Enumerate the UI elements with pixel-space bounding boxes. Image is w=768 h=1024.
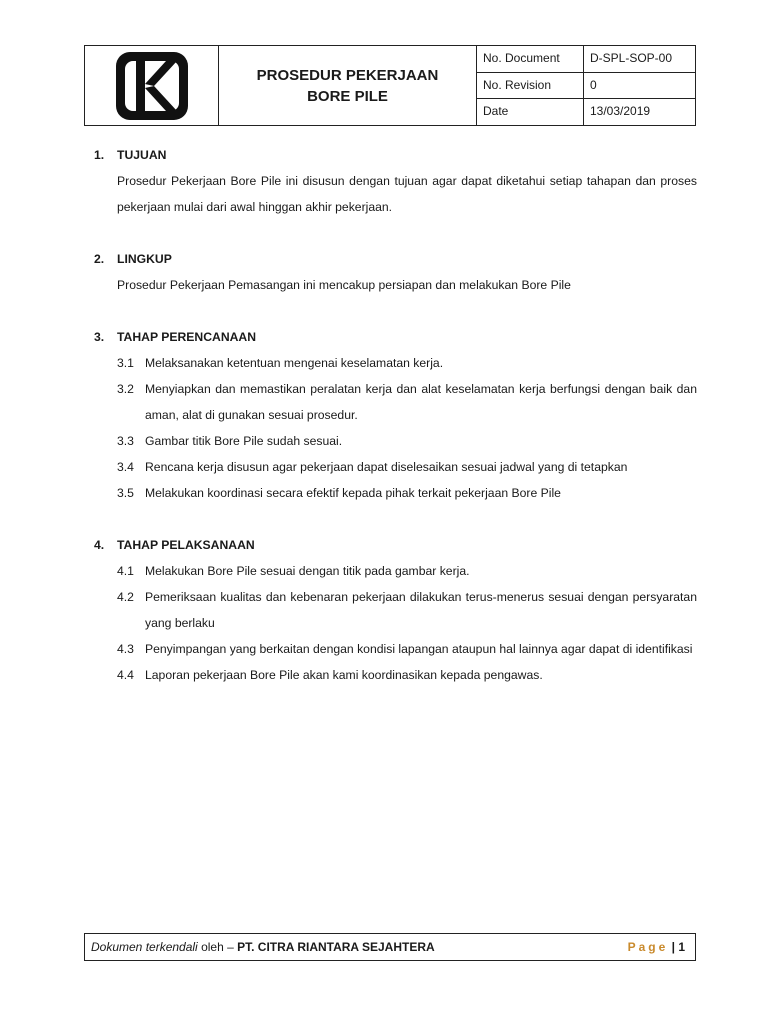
title-line-2: BORE PILE: [307, 87, 388, 105]
meta-value: 0: [590, 77, 597, 92]
list-item: [117, 636, 697, 662]
document-footer: [84, 933, 696, 961]
footer-page-label: Page: [627, 940, 669, 954]
section-tahap-pelaksanaan: [94, 532, 697, 688]
list-item: [117, 376, 697, 428]
section-heading: [94, 246, 697, 272]
section-heading: [94, 324, 697, 350]
item-text: Melaksanakan ketentuan mengenai keselamatan kerja.: [145, 356, 444, 370]
meta-label: Date: [477, 99, 584, 125]
item-number: 3.5: [117, 486, 134, 500]
footer-page-indicator: [628, 940, 685, 954]
section-paragraph: Prosedur Pekerjaan Pemasangan ini mencakup persiapan dan melakukan Bore Pile: [117, 278, 571, 292]
footer-controlled-label: Dokumen terkendali: [91, 940, 198, 954]
item-number: 3.4: [117, 460, 134, 474]
section-number: 3.: [94, 330, 105, 344]
document-title: [219, 46, 477, 125]
section-heading: [94, 142, 697, 168]
item-number: 4.4: [117, 668, 134, 682]
item-number: 4.3: [117, 642, 134, 656]
meta-row-date: [477, 99, 695, 125]
meta-label: No. Document: [477, 46, 584, 72]
footer-control-note: [91, 940, 435, 954]
list-item: [117, 662, 697, 688]
logo-mark-icon: [114, 50, 190, 122]
item-text: Melakukan Bore Pile sesuai dengan titik pada gambar kerja.: [145, 564, 470, 578]
section-number: 2.: [94, 252, 105, 266]
list-item: [117, 428, 697, 454]
title-line-1: PROSEDUR PEKERJAAN: [256, 66, 439, 84]
list-item: [117, 558, 697, 584]
item-text: Penyimpangan yang berkaitan dengan kondisi lapangan ataupun hal lainnya agar dapat di identifikasi: [145, 642, 693, 656]
section-tahap-perencanaan: [94, 324, 697, 506]
item-text: Melakukan koordinasi secara efektif kepada pihak terkait pekerjaan Bore Pile: [145, 486, 561, 500]
meta-value: 13/03/2019: [590, 104, 651, 119]
item-number: 4.2: [117, 590, 134, 604]
company-logo: [85, 46, 219, 125]
footer-page-separator: |: [671, 940, 675, 954]
item-number: 3.3: [117, 434, 134, 448]
item-number: 4.1: [117, 564, 134, 578]
list-item: [117, 480, 697, 506]
list-item: [117, 584, 697, 636]
item-text: Gambar titik Bore Pile sudah sesuai.: [145, 434, 343, 448]
item-number: 3.1: [117, 356, 134, 370]
item-text: Laporan pekerjaan Bore Pile akan kami koordinasikan kepada pengawas.: [145, 668, 543, 682]
meta-row-revision: [477, 73, 695, 100]
section-tujuan: [94, 142, 697, 220]
section-lingkup: [94, 246, 697, 298]
document-body: [94, 142, 697, 714]
meta-value: D-SPL-SOP-00: [590, 51, 673, 65]
section-title: LINGKUP: [117, 252, 172, 266]
document-meta-table: [477, 46, 695, 125]
section-heading: [94, 532, 697, 558]
section-title: TUJUAN: [117, 148, 167, 162]
section-title: TAHAP PERENCANAAN: [117, 330, 257, 344]
section-title: TAHAP PELAKSANAAN: [117, 538, 255, 552]
footer-by: oleh –: [197, 940, 238, 954]
item-text: Menyiapkan dan memastikan peralatan kerja dan alat keselamatan kerja berfungsi dengan baik dan aman, alat di gunakan sesuai prosedur.: [145, 382, 697, 422]
meta-label: No. Revision: [477, 73, 584, 99]
item-text: Rencana kerja disusun agar pekerjaan dapat diselesaikan sesuai jadwal yang di tetapkan: [145, 460, 628, 474]
list-item: [117, 454, 697, 480]
meta-row-document: [477, 46, 695, 73]
list-item: [117, 350, 697, 376]
item-text: Pemeriksaan kualitas dan kebenaran pekerjaan dilakukan terus-menerus sesuai dengan persyaratan yang berlaku: [145, 590, 697, 630]
section-paragraph: Prosedur Pekerjaan Bore Pile ini disusun dengan tujuan agar dapat diketahui setiap tahapan dan proses pekerjaan mulai dari awal hinggan akhir pekerjaan.: [117, 174, 697, 214]
footer-page-number: 1: [678, 940, 685, 954]
footer-company: PT. CITRA RIANTARA SEJAHTERA: [237, 940, 435, 954]
document-header: [84, 45, 696, 126]
item-number: 3.2: [117, 382, 134, 396]
section-number: 4.: [94, 538, 105, 552]
section-number: 1.: [94, 148, 105, 162]
